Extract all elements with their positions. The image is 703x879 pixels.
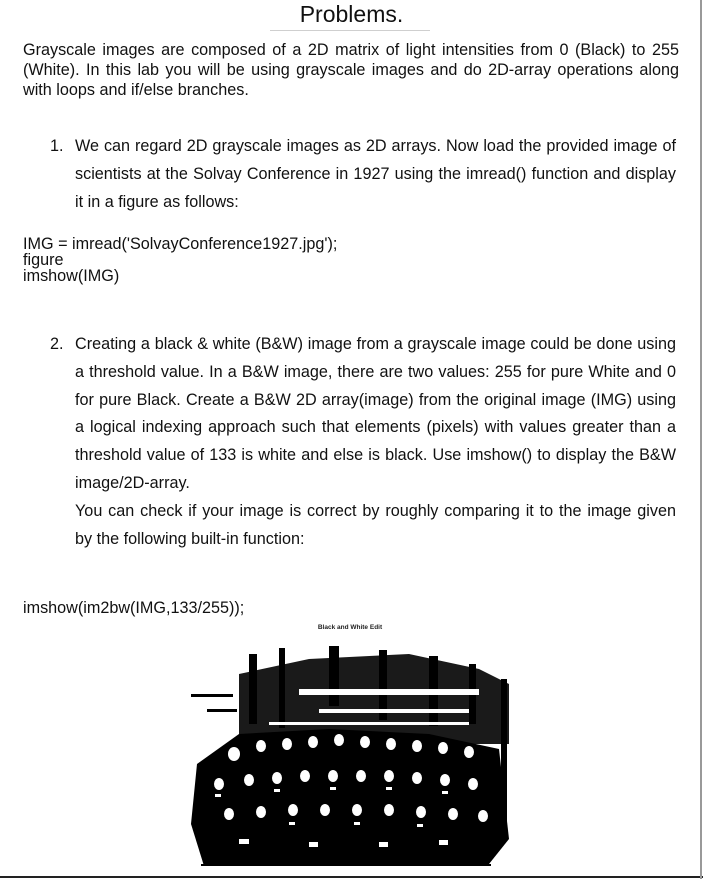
bottom-divider <box>0 876 703 878</box>
page-edge <box>700 0 702 879</box>
problem-1-text: We can regard 2D grayscale images as 2D arrays. Now load the provided image of scientists at the Solvay Conference in 1927 using the imread() function and display it in a figure as follows: <box>75 137 676 211</box>
code-line: imshow(im2bw(IMG,133/255)); <box>23 599 245 617</box>
problem-2-text: Creating a black & white (B&W) image from a grayscale image could be done using a threshold value. In a B&W image, there are two values: 255 for pure White and 0 for pure Black. Create a B&W 2D array(image) from the original image (IMG) using a logical indexing approach such that elements (pixels) with values greater than a threshold value of 133 is white and else is black. Use imshow() to display the B&W image/2D-array. <box>75 335 676 492</box>
intro-paragraph: Grayscale images are composed of a 2D matrix of light intensities from 0 (Black) to 255 (White). In this lab you will be using grayscale images and do 2D-array operations along with loops and if/else branches. <box>23 41 679 99</box>
solvay-bw-photo <box>179 634 521 876</box>
problem-2 <box>50 331 676 553</box>
page-title: Problems. <box>299 1 404 27</box>
problem-2-check-text: You can check if your image is correct by roughly comparing it to the image given by the following built-in function: <box>75 501 676 548</box>
problem-1-number: 1. <box>50 137 64 155</box>
code-line: IMG = imread('SolvayConference1927.jpg'); <box>23 235 338 253</box>
figure-caption: Black and White Edit <box>317 624 383 631</box>
bw-figure <box>179 624 521 876</box>
title-underline <box>270 30 430 31</box>
code-line: imshow(IMG) <box>23 267 120 285</box>
code-line: figure <box>23 251 64 269</box>
problem-2-number: 2. <box>50 335 64 353</box>
problem-1 <box>50 133 676 216</box>
